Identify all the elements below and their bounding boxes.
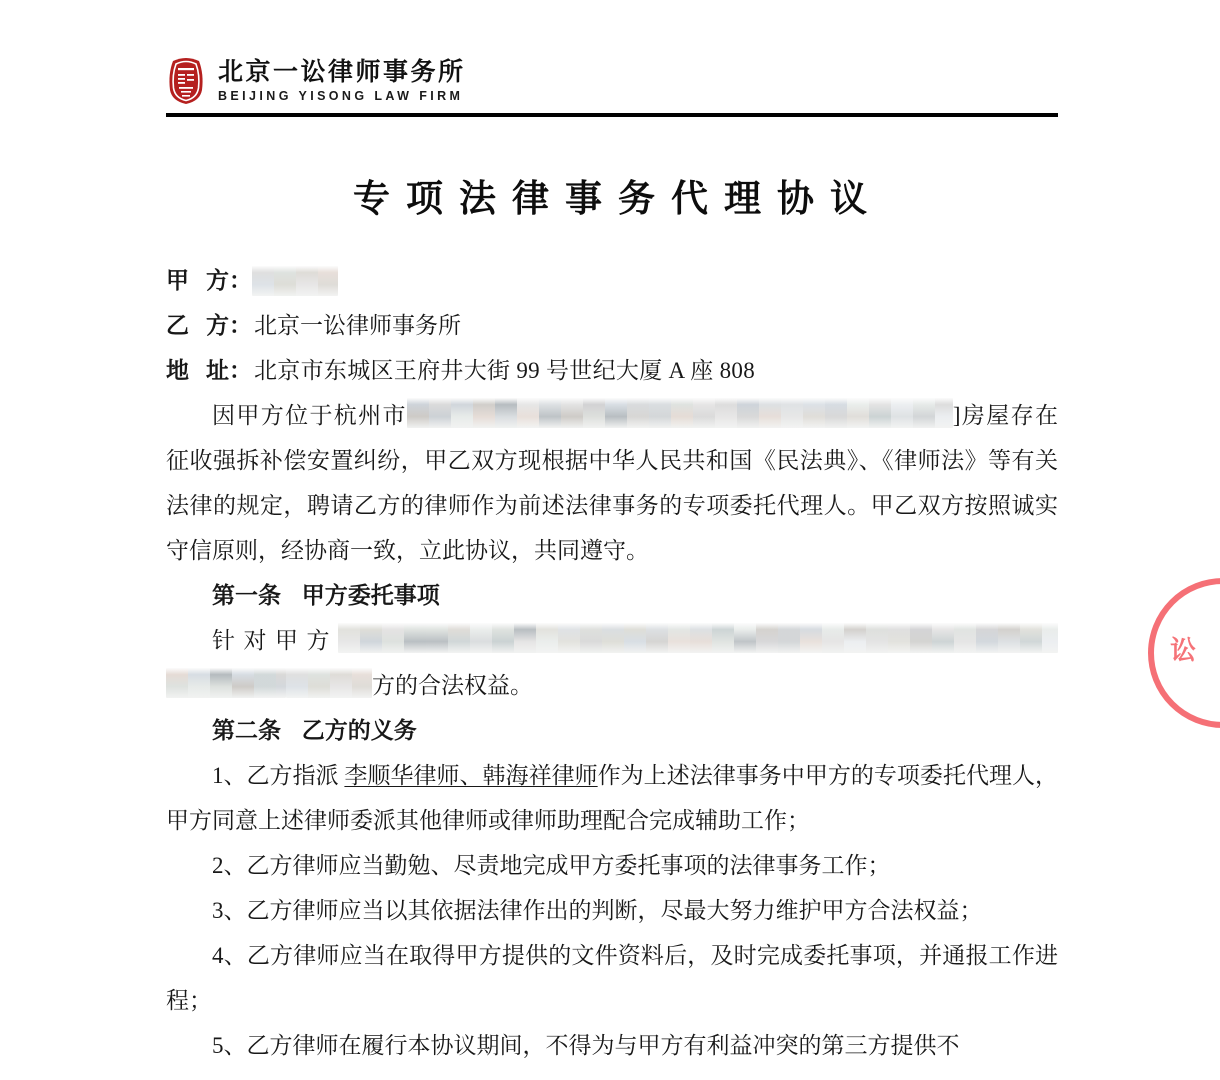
preamble-lead: 因甲方位于杭州市 <box>212 403 407 428</box>
redacted-party-a-value <box>252 266 338 296</box>
article-1-body <box>166 618 1058 708</box>
redacted-entrusted-matter-2 <box>166 668 286 698</box>
article-2-item-5: 5、乙方律师在履行本协议期间，不得为与甲方有利益冲突的第三方提供不 <box>212 1033 960 1058</box>
red-round-seal-icon <box>1148 578 1220 728</box>
seal-ring <box>1148 578 1220 728</box>
party-row-address <box>166 348 1058 393</box>
redacted-entrusted-matter-3 <box>286 668 372 698</box>
party-value-yifang: 北京一讼律师事务所 <box>254 313 461 338</box>
red-seal-logo-icon <box>166 54 206 106</box>
party-row-jiafang <box>166 258 1058 303</box>
letterhead <box>166 52 1058 108</box>
party-row-yifang <box>166 303 1058 348</box>
preamble-rest: 存在征收强拆补偿安置纠纷，甲乙双方现根据中华人民共和国《民法典》、《律师法》等有关法律的规定，聘请乙方的律师作为前述法律事务的专项委托代理人。甲乙双方按照诚实守信原则，经协商一致，立此协议，共同遵守。 <box>166 403 1059 563</box>
redacted-property-address <box>407 398 953 428</box>
article-2-item-1 <box>166 753 1058 843</box>
article-2-heading: 第二条 乙方的义务 <box>212 718 417 743</box>
article-1-tail: 方的合法权益。 <box>372 673 533 698</box>
article-1-lead: 针对甲方 <box>212 628 338 653</box>
party-label-yifang: 乙 方： <box>166 313 252 338</box>
preamble-after-redaction: ]房屋 <box>952 403 1011 428</box>
item-1-suffix: 作为上述法律事务中甲方的专项委托代理人，甲方同意上述律师委派其他律师或律师助理配合完成辅助工作； <box>166 763 1059 833</box>
seal-glyph: 讼 <box>1170 636 1197 666</box>
firm-name-cn: 北京一讼律师事务所 <box>218 57 466 86</box>
preamble-paragraph <box>166 393 1058 573</box>
party-label-jiafang: 甲 方： <box>166 268 252 293</box>
item-1-prefix: 1、乙方指派 <box>212 763 339 788</box>
assigned-lawyers: 李顺华律师、韩海祥律师 <box>344 763 598 788</box>
firm-name-en: BEIJING YISONG LAW FIRM <box>218 89 464 103</box>
article-2-item-4: 4、乙方律师应当在取得甲方提供的文件资料后，及时完成委托事项，并通报工作进程； <box>166 943 1058 1013</box>
page-title: 专项法律事务代理协议 <box>353 176 883 220</box>
letterhead-divider <box>166 113 1058 117</box>
redacted-entrusted-matter-1 <box>338 623 1058 653</box>
party-label-address: 地 址： <box>166 358 252 383</box>
article-1-heading: 第一条 甲方委托事项 <box>212 583 440 608</box>
document-body <box>166 258 1058 1068</box>
article-2-item-2: 2、乙方律师应当勤勉、尽责地完成甲方委托事项的法律事务工作； <box>212 853 891 878</box>
article-2-item-3: 3、乙方律师应当以其依据法律作出的判断，尽最大努力维护甲方合法权益； <box>212 898 983 923</box>
party-value-address: 北京市东城区王府井大街 99 号世纪大厦 A 座 808 <box>254 358 755 383</box>
